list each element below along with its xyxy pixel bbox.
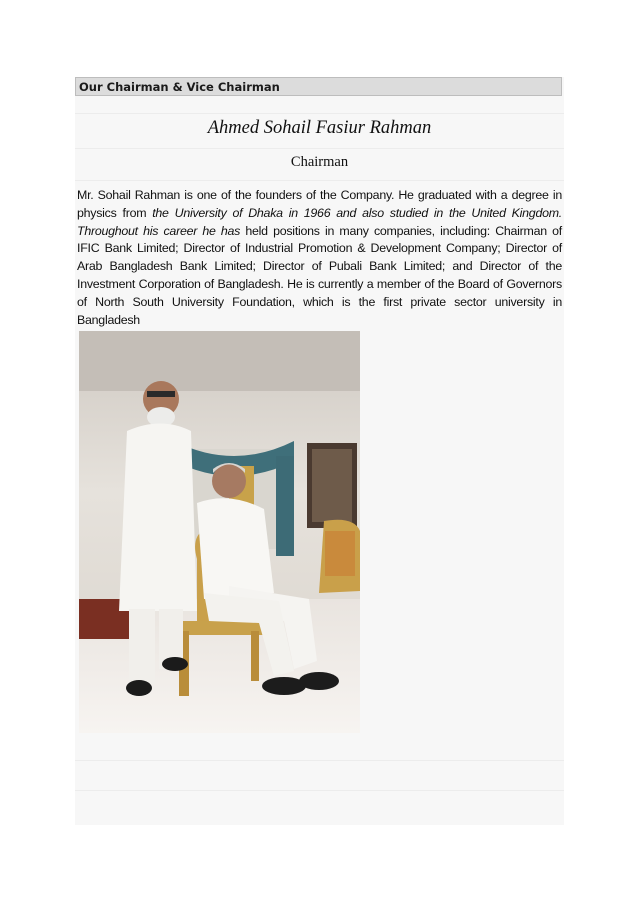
row-divider [75,180,564,181]
row-divider [75,148,564,149]
row-divider [75,790,564,791]
chairman-title: Chairman [290,154,349,170]
bio-text: held positions in many companies, including: Chairman of IFIC Bank Limited; Director of Industrial Promotion & Development Company; Director of Arab Bangladesh Bank Limited; Director of Pubali Bank Limited; and Director of the Investment Corporation of Bangladesh. He is currently a member of the Board of Governors of North South University Foundation, which is the first private sector university in Bangladesh [77,223,562,327]
bio-text-italic: the University of Dhaka in 1966 and also studied in the United Kingdom. Throughout his career he has [77,205,562,238]
portrait-photo-icon [79,331,360,733]
row-divider [75,113,564,114]
section-header: Our Chairman & Vice Chairman [75,77,562,96]
chairman-bio [77,187,562,329]
bio-text: Mr. Sohail Rahman is one of the founders of the Company. He graduated with a degree in physics from [77,188,562,220]
portrait-photo [79,331,360,733]
chairman-name: Ahmed Sohail Fasiur Rahman [207,118,432,138]
row-divider [75,760,564,761]
